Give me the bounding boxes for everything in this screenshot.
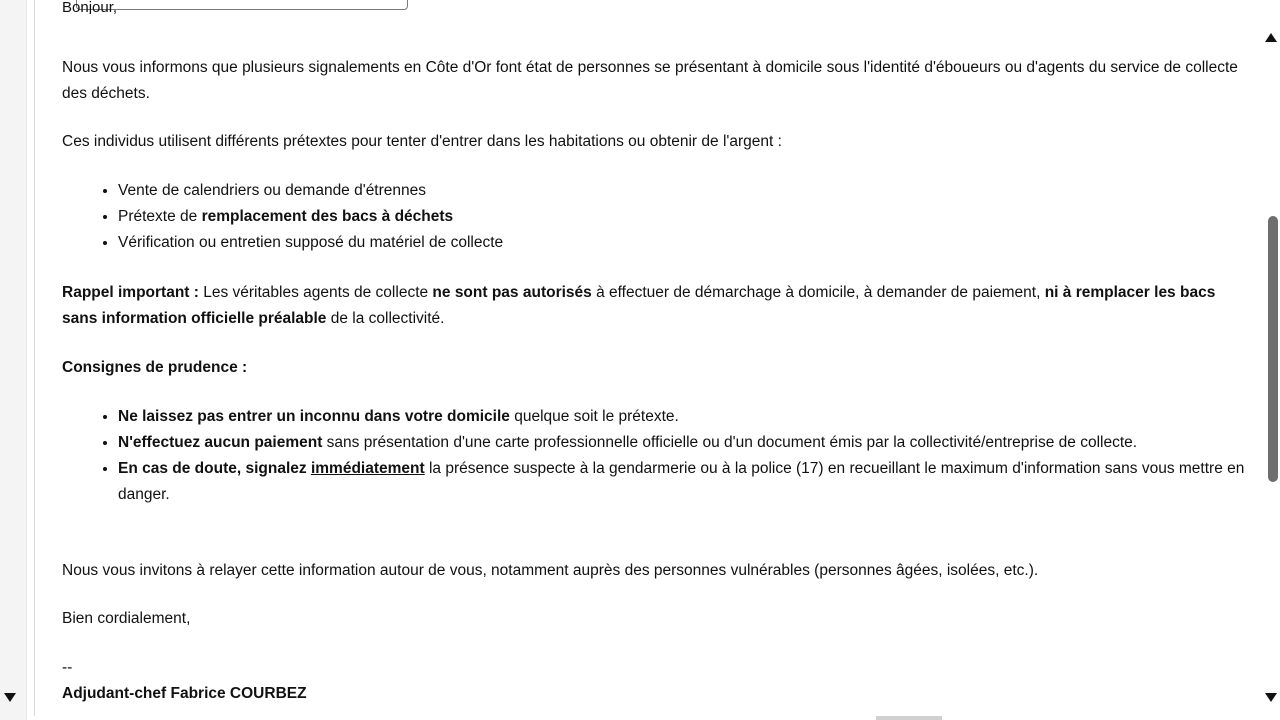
- pretext-2-text: Prétexte de: [118, 208, 202, 225]
- advice-list: [62, 404, 1252, 508]
- list-item: [118, 404, 1252, 430]
- advice-2-text: sans présentation d'une carte professionnelle officielle ou d'un document émis par la collectivité/entreprise de collecte.: [322, 434, 1138, 451]
- triangle-up-icon[interactable]: [1265, 33, 1277, 42]
- reminder-text-3: de la collectivité.: [326, 310, 445, 327]
- list-item: [118, 230, 1252, 256]
- pretext-2-bold: remplacement des bacs à déchets: [201, 208, 454, 225]
- left-gutter: [0, 0, 27, 720]
- reminder-text-1: Les véritables agents de collecte: [198, 284, 433, 301]
- greeting-partial: Bonjour,: [62, 0, 118, 14]
- scroll-thumb[interactable]: [1268, 216, 1278, 482]
- clipped-input-box[interactable]: [76, 0, 408, 10]
- triangle-down-icon[interactable]: [1265, 693, 1277, 702]
- signature-name-text: Adjudant-chef Fabrice COURBEZ: [62, 685, 307, 702]
- vertical-scrollbar[interactable]: [1264, 0, 1280, 720]
- list-item: [118, 204, 1252, 230]
- signature-name: [62, 681, 1252, 707]
- closing-paragraph: [62, 558, 1252, 584]
- horizontal-scroll-thumb[interactable]: [876, 716, 942, 720]
- signature-separator-text: --: [62, 659, 73, 676]
- pretext-3: Vérification ou entretien supposé du matériel de collecte: [118, 234, 504, 251]
- reminder-bold-2: ni à remplacer les bacs sans information officielle préalable: [62, 284, 1216, 327]
- pretext-1: Vente de calendriers ou demande d'étrennes: [118, 182, 427, 199]
- list-item: [118, 430, 1252, 456]
- advice-title-text: Consignes de prudence :: [62, 359, 248, 376]
- advice-1-text: quelque soit le prétexte.: [509, 408, 679, 425]
- reminder-label: Rappel important :: [62, 284, 199, 301]
- triangle-down-icon[interactable]: [4, 693, 16, 702]
- pretexts-list: [62, 178, 1252, 256]
- pretexts-intro: [62, 129, 1252, 155]
- intro-paragraph: [62, 55, 1252, 107]
- signoff-text: Bien cordialement,: [62, 610, 191, 627]
- advice-1-bold: Ne laissez pas entrer un inconnu dans votre domicile: [118, 408, 510, 425]
- advice-3-text: la présence suspecte à la gendarmerie ou à la police (17) en recueillant le maximum d'information sans vous mettre en danger.: [118, 460, 1245, 503]
- reminder-text-2: à effectuer de démarchage à domicile, à demander de paiement,: [591, 284, 1045, 301]
- list-item: [118, 456, 1252, 508]
- advice-3-underline: immédiatement: [310, 460, 425, 477]
- advice-title: [62, 355, 1252, 381]
- reminder-paragraph: [62, 280, 1252, 332]
- intro-text: Nous vous informons que plusieurs signalements en Côte d'Or font état de personnes se présentant à domicile sous l'identité d'éboueurs ou d'agents du service de collecte des déchets.: [62, 59, 1238, 102]
- reminder-bold-1: ne sont pas autorisés: [432, 284, 592, 301]
- advice-3-bold: En cas de doute, signalez: [118, 460, 311, 477]
- advice-2-bold: N'effectuez aucun paiement: [118, 434, 323, 451]
- list-item: [118, 178, 1252, 204]
- signoff: [62, 606, 1252, 632]
- closing-text: Nous vous invitons à relayer cette information autour de vous, notamment auprès des personnes vulnérables (personnes âgées, isolées, etc.).: [62, 562, 1039, 579]
- signature-separator: [62, 655, 1252, 681]
- pretexts-intro-text: Ces individus utilisent différents prétextes pour tenter d'entrer dans les habitations ou obtenir de l'argent :: [62, 133, 782, 150]
